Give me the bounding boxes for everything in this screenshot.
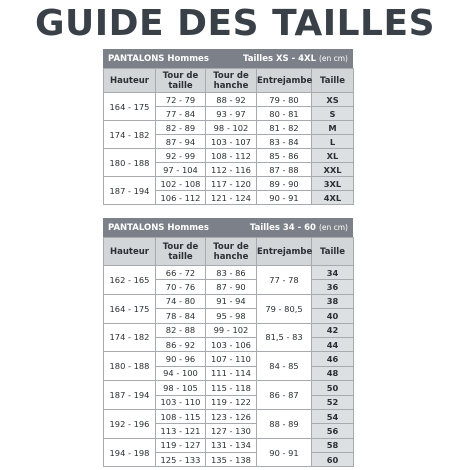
cell-entrejambe: 81 - 82 bbox=[257, 121, 312, 135]
cell-taille: 34 bbox=[312, 266, 354, 280]
cell-tour-de-hanche: 108 - 112 bbox=[206, 149, 257, 163]
cell-tour-de-taille: 90 - 96 bbox=[156, 352, 206, 366]
cell-tour-de-taille: 72 - 79 bbox=[156, 93, 206, 107]
col-entrejambe: Entrejambe bbox=[257, 238, 312, 266]
cell-hauteur: 194 - 198 bbox=[104, 438, 156, 467]
cell-tour-de-taille: 125 - 133 bbox=[156, 453, 206, 467]
table-header-left: PANTALONS Hommes bbox=[108, 222, 209, 233]
cell-taille: 44 bbox=[312, 337, 354, 351]
cell-tour-de-taille: 108 - 115 bbox=[156, 409, 206, 423]
cell-entrejambe: 85 - 86 bbox=[257, 149, 312, 163]
cell-taille: 48 bbox=[312, 366, 354, 380]
cell-taille: 40 bbox=[312, 309, 354, 323]
cell-taille: 4XL bbox=[312, 191, 354, 205]
cell-taille: 54 bbox=[312, 409, 354, 423]
cell-tour-de-hanche: 95 - 98 bbox=[206, 309, 257, 323]
cell-entrejambe: 87 - 88 bbox=[257, 163, 312, 177]
cell-taille: 52 bbox=[312, 395, 354, 409]
cell-tour-de-taille: 86 - 92 bbox=[156, 337, 206, 351]
col-entrejambe: Entrejambe bbox=[257, 69, 312, 93]
cell-tour-de-hanche: 103 - 107 bbox=[206, 135, 257, 149]
cell-taille: L bbox=[312, 135, 354, 149]
table-row bbox=[104, 266, 354, 280]
cell-tour-de-hanche: 107 - 110 bbox=[206, 352, 257, 366]
cell-tour-de-hanche: 111 - 114 bbox=[206, 366, 257, 380]
cell-taille: M bbox=[312, 121, 354, 135]
cell-tour-de-hanche: 98 - 102 bbox=[206, 121, 257, 135]
cell-taille: S bbox=[312, 107, 354, 121]
cell-tour-de-hanche: 121 - 124 bbox=[206, 191, 257, 205]
table-row bbox=[104, 93, 354, 107]
table-row bbox=[104, 149, 354, 163]
cell-hauteur: 164 - 175 bbox=[104, 294, 156, 323]
cell-hauteur: 187 - 194 bbox=[104, 381, 156, 410]
cell-tour-de-hanche: 99 - 102 bbox=[206, 323, 257, 337]
table-row bbox=[104, 121, 354, 135]
cell-tour-de-hanche: 87 - 90 bbox=[206, 280, 257, 294]
cell-tour-de-taille: 98 - 105 bbox=[156, 381, 206, 395]
cell-tour-de-hanche: 112 - 116 bbox=[206, 163, 257, 177]
cell-taille: 42 bbox=[312, 323, 354, 337]
cell-hauteur: 164 - 175 bbox=[104, 93, 156, 121]
table-header-left: PANTALONS Hommes bbox=[108, 53, 209, 64]
cell-tour-de-hanche: 103 - 106 bbox=[206, 337, 257, 351]
cell-entrejambe: 84 - 85 bbox=[257, 352, 312, 381]
cell-tour-de-hanche: 123 - 126 bbox=[206, 409, 257, 423]
cell-tour-de-hanche: 127 - 130 bbox=[206, 424, 257, 438]
cell-tour-de-taille: 113 - 121 bbox=[156, 424, 206, 438]
cell-tour-de-taille: 82 - 88 bbox=[156, 323, 206, 337]
table-row bbox=[104, 381, 354, 395]
cell-entrejambe: 79 - 80 bbox=[257, 93, 312, 107]
cell-hauteur: 192 - 196 bbox=[104, 409, 156, 438]
cell-hauteur: 162 - 165 bbox=[104, 266, 156, 295]
col-hauteur: Hauteur bbox=[104, 69, 156, 93]
table-row bbox=[104, 409, 354, 423]
cell-taille: 3XL bbox=[312, 177, 354, 191]
cell-entrejambe: 90 - 91 bbox=[257, 438, 312, 467]
table-header-bar bbox=[103, 218, 353, 237]
cell-tour-de-taille: 78 - 84 bbox=[156, 309, 206, 323]
col-tour-de-hanche: Tour de hanche bbox=[206, 238, 257, 266]
cell-tour-de-taille: 82 - 89 bbox=[156, 121, 206, 135]
table-row bbox=[104, 294, 354, 308]
cell-tour-de-taille: 70 - 76 bbox=[156, 280, 206, 294]
cell-tour-de-hanche: 117 - 120 bbox=[206, 177, 257, 191]
cell-taille: 36 bbox=[312, 280, 354, 294]
table-row bbox=[104, 177, 354, 191]
cell-taille: 60 bbox=[312, 453, 354, 467]
cell-hauteur: 187 - 194 bbox=[104, 177, 156, 205]
cell-entrejambe: 89 - 90 bbox=[257, 177, 312, 191]
cell-hauteur: 174 - 182 bbox=[104, 121, 156, 149]
col-hauteur: Hauteur bbox=[104, 238, 156, 266]
col-tour-de-taille: Tour de taille bbox=[156, 238, 206, 266]
cell-hauteur: 174 - 182 bbox=[104, 323, 156, 352]
cell-tour-de-taille: 77 - 84 bbox=[156, 107, 206, 121]
cell-tour-de-hanche: 115 - 118 bbox=[206, 381, 257, 395]
cell-tour-de-hanche: 93 - 97 bbox=[206, 107, 257, 121]
table-row bbox=[104, 352, 354, 366]
cell-entrejambe: 80 - 81 bbox=[257, 107, 312, 121]
cell-entrejambe: 86 - 87 bbox=[257, 381, 312, 410]
cell-tour-de-taille: 103 - 110 bbox=[156, 395, 206, 409]
cell-taille: XL bbox=[312, 149, 354, 163]
table-header-bar bbox=[103, 49, 353, 68]
cell-entrejambe: 90 - 91 bbox=[257, 191, 312, 205]
cell-tour-de-taille: 74 - 80 bbox=[156, 294, 206, 308]
cell-entrejambe: 79 - 80,5 bbox=[257, 294, 312, 323]
cell-taille: 58 bbox=[312, 438, 354, 452]
table-row bbox=[104, 438, 354, 452]
cell-hauteur: 180 - 188 bbox=[104, 352, 156, 381]
col-tour-de-hanche: Tour de hanche bbox=[206, 69, 257, 93]
col-tour-de-taille: Tour de taille bbox=[156, 69, 206, 93]
cell-tour-de-hanche: 131 - 134 bbox=[206, 438, 257, 452]
cell-entrejambe: 81,5 - 83 bbox=[257, 323, 312, 352]
cell-taille: 56 bbox=[312, 424, 354, 438]
cell-entrejambe: 83 - 84 bbox=[257, 135, 312, 149]
cell-hauteur: 180 - 188 bbox=[104, 149, 156, 177]
cell-tour-de-taille: 66 - 72 bbox=[156, 266, 206, 280]
cell-taille: XS bbox=[312, 93, 354, 107]
cell-tour-de-taille: 87 - 94 bbox=[156, 135, 206, 149]
cell-entrejambe: 77 - 78 bbox=[257, 266, 312, 295]
table-header-right: Tailles XS - 4XL (en cm) bbox=[243, 54, 348, 64]
cell-tour-de-taille: 102 - 108 bbox=[156, 177, 206, 191]
cell-taille: 46 bbox=[312, 352, 354, 366]
cell-tour-de-taille: 97 - 104 bbox=[156, 163, 206, 177]
size-table-xs-4xl bbox=[103, 49, 353, 205]
table-row bbox=[104, 323, 354, 337]
size-table-34-60 bbox=[103, 218, 353, 467]
cell-tour-de-taille: 119 - 127 bbox=[156, 438, 206, 452]
cell-tour-de-taille: 92 - 99 bbox=[156, 149, 206, 163]
col-taille: Taille bbox=[312, 238, 354, 266]
page-title: GUIDE DES TAILLES bbox=[34, 3, 436, 44]
cell-tour-de-hanche: 135 - 138 bbox=[206, 453, 257, 467]
cell-taille: XXL bbox=[312, 163, 354, 177]
table-header-right: Tailles 34 - 60 (en cm) bbox=[249, 223, 348, 233]
cell-taille: 38 bbox=[312, 294, 354, 308]
cell-taille: 50 bbox=[312, 381, 354, 395]
cell-tour-de-hanche: 88 - 92 bbox=[206, 93, 257, 107]
cell-tour-de-hanche: 119 - 122 bbox=[206, 395, 257, 409]
cell-tour-de-hanche: 91 - 94 bbox=[206, 294, 257, 308]
cell-tour-de-hanche: 83 - 86 bbox=[206, 266, 257, 280]
cell-entrejambe: 88 - 89 bbox=[257, 409, 312, 438]
col-taille: Taille bbox=[312, 69, 354, 93]
cell-tour-de-taille: 106 - 112 bbox=[156, 191, 206, 205]
cell-tour-de-taille: 94 - 100 bbox=[156, 366, 206, 380]
